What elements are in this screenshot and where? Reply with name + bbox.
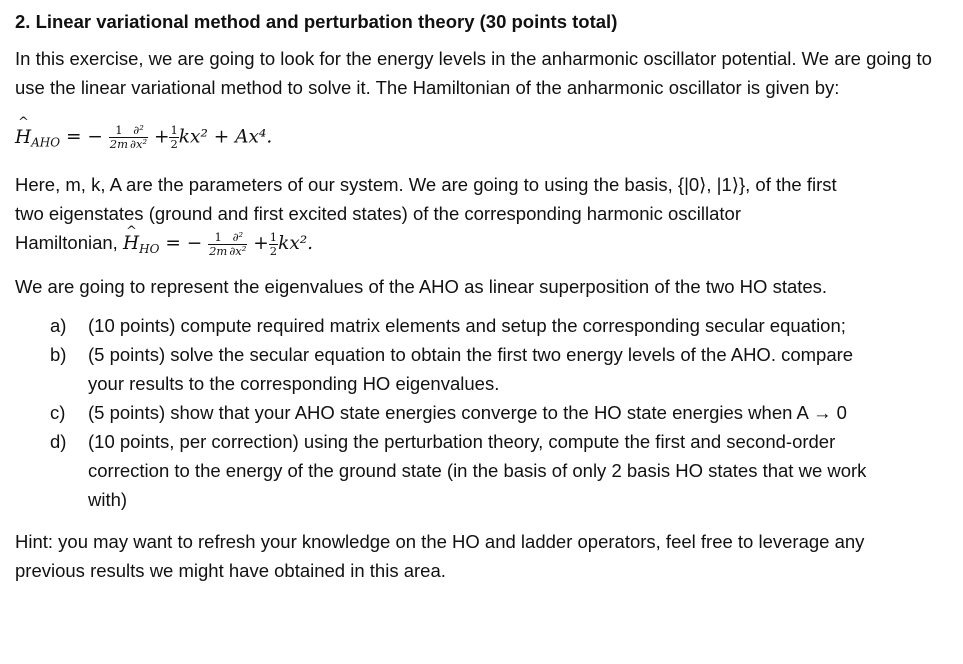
list-marker: c) [50,402,66,423]
list-marker: b) [50,344,67,365]
plus-sign: + [153,126,170,148]
list-marker: d) [50,431,67,452]
potential-terms: kx² + Ax⁴. [178,126,273,148]
problem-page [15,10,955,585]
superposition-paragraph: We are going to represent the eigenvalues of the AHO as linear superposition of the two HO states. [15,276,828,297]
mass-fraction: $\frac{1}{2m}$ [109,123,129,151]
aho-subscript: AHO [31,135,61,150]
sub-question-list [15,311,955,514]
list-item: c) (5 points) show that your AHO state energies converge to the HO state energies when A → 0 [15,398,955,427]
hamiltonian-label: Hamiltonian, [15,232,118,253]
basis-paragraph-line-3 [15,228,955,262]
basis-paragraph-line-1: Here, m, k, A are the parameters of our system. We are going to using the basis, {|0⟩, |1⟩}, of the first [15,174,837,195]
half-fraction: $\frac{1}{2}$ [170,123,178,151]
list-item: b) (5 points) solve the secular equation to obtain the first two energy levels of the AHO. compare your results to the corresponding HO eigenvalues. [15,340,955,398]
hat-h-symbol: ^ H [15,127,31,148]
equals-minus: = − [66,126,103,148]
basis-paragraph-line-2: two eigenstates (ground and first excited states) of the corresponding harmonic oscillator [15,203,741,224]
list-item: d) (10 points, per correction) using the perturbation theory, compute the first and second-order correction to the energy of the ground state (in the basis of only 2 basis HO states that we work with) [15,427,955,514]
intro-paragraph: In this exercise, we are going to look for the energy levels in the anharmonic oscillator potential. We are going to use the linear variational method to solve it. The Hamiltonian of the anharmonic oscillator is given by: [15,48,932,98]
aho-hamiltonian-equation [15,116,955,156]
ho-hamiltonian-equation: ^ $H_{HO}$ = − $\frac{1}{2m}$ $\frac{\text{∂²}}{\text{∂x²}}$ + $\frac{1}{2}$ kx². [123,233,313,254]
hint-line-2: previous results we might have obtained in this area. [15,560,446,581]
list-marker: a) [50,315,67,336]
problem-title: 2. Linear variational method and perturbation theory (30 points total) [15,11,618,32]
second-derivative-fraction: $\frac{\text{∂²}}{\text{∂x²}}$ [130,123,148,151]
list-item: a) (10 points) compute required matrix elements and setup the corresponding secular equation; [15,311,955,340]
hint-line-1: Hint: you may want to refresh your knowledge on the HO and ladder operators, feel free to leverage any [15,531,865,552]
